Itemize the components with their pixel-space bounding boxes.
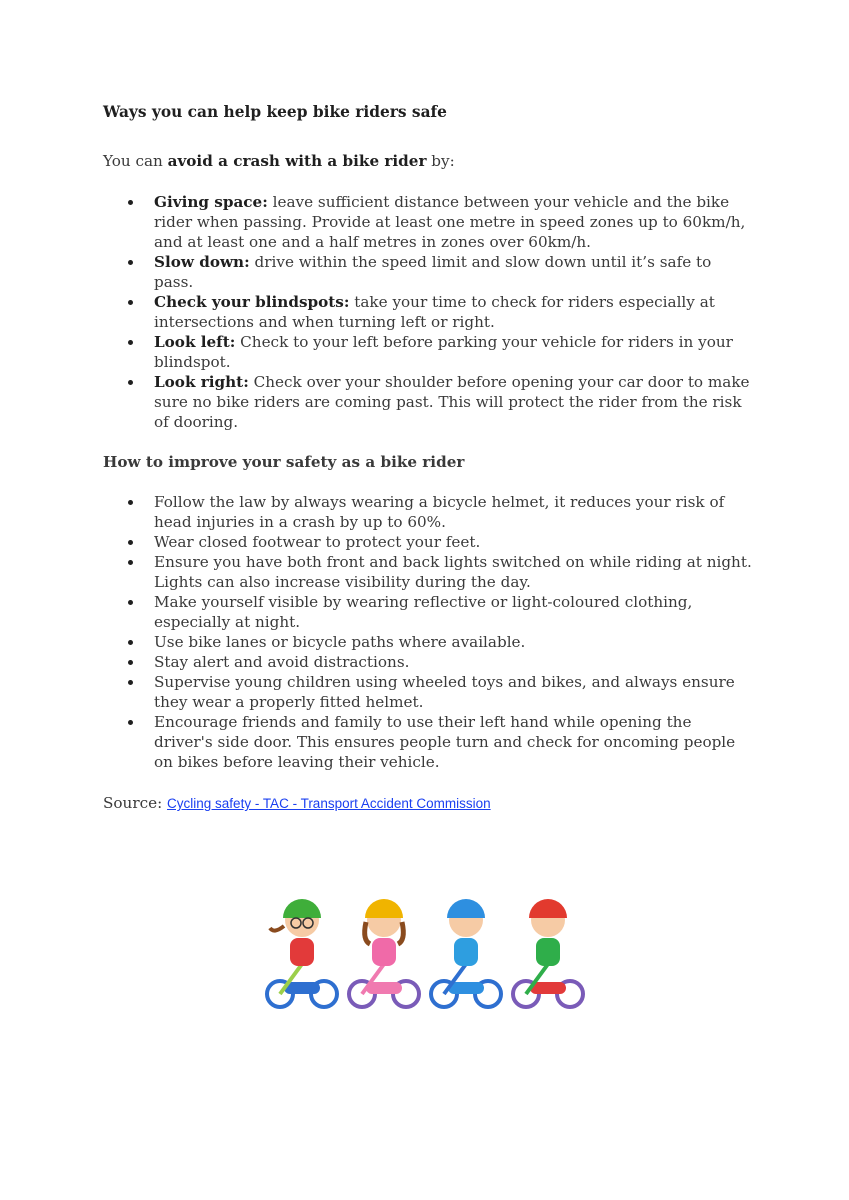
intro-bold: avoid a crash with a bike rider [167,152,427,170]
kid-rider-3 [431,899,501,1007]
rider-tips-list [103,492,753,772]
list-item-bold: Look left: [154,333,236,351]
list-item [103,192,753,252]
source-line [103,793,491,814]
list-item: Wear closed footwear to protect your feet. [103,532,753,552]
list-item: Follow the law by always wearing a bicycle helmet, it reduces your risk of head injuries in a crash by up to 60%. [103,492,753,532]
driver-tips-list [103,192,753,432]
list-item-bold: Slow down: [154,253,250,271]
section2-heading: How to improve your safety as a bike rider [103,453,465,471]
list-item-bold: Look right: [154,373,249,391]
list-item [103,252,753,292]
list-item-text: Check over your shoulder before opening your car door to make sure no bike riders are coming past. This will protect the rider from the risk of dooring. [154,373,750,431]
list-item [103,372,753,432]
section1-intro [103,151,455,171]
list-item: Ensure you have both front and back lights switched on while riding at night. Lights can also increase visibility during the day. [103,552,753,592]
list-item: Encourage friends and family to use their left hand while opening the driver's side door. This ensures people turn and check for oncoming people on bikes before leaving their vehicle. [103,712,753,772]
list-item-text: take your time to check for riders especially at intersections and when turning left or right. [154,293,715,331]
intro-prefix: You can [103,152,168,170]
list-item-bold: Check your blindspots: [154,293,350,311]
list-item: Stay alert and avoid distractions. [103,652,753,672]
list-item-text: drive within the speed limit and slow down until it’s safe to pass. [154,253,712,291]
kid-rider-1 [267,899,337,1007]
list-item-text: Check to your left before parking your vehicle for riders in your blindspot. [154,333,733,371]
kid-rider-2 [349,899,419,1007]
list-item: Supervise young children using wheeled toys and bikes, and always ensure they wear a properly fitted helmet. [103,672,753,712]
list-item [103,332,753,372]
source-link[interactable]: Cycling safety - TAC - Transport Accident Commission [167,796,491,811]
section1-heading: Ways you can help keep bike riders safe [103,103,447,121]
kids-riding-bikes-illustration [262,878,592,1018]
source-label: Source: [103,794,168,812]
list-item-bold: Giving space: [154,193,268,211]
intro-suffix: by: [426,152,455,170]
list-item [103,292,753,332]
kid-rider-4 [513,899,583,1007]
list-item: Make yourself visible by wearing reflective or light-coloured clothing, especially at night. [103,592,753,632]
list-item: Use bike lanes or bicycle paths where available. [103,632,753,652]
list-item-text: leave sufficient distance between your vehicle and the bike rider when passing. Provide at least one metre in speed zones up to 60km/h, and at least one and a half metres in zones over 60km/h. [154,193,746,251]
